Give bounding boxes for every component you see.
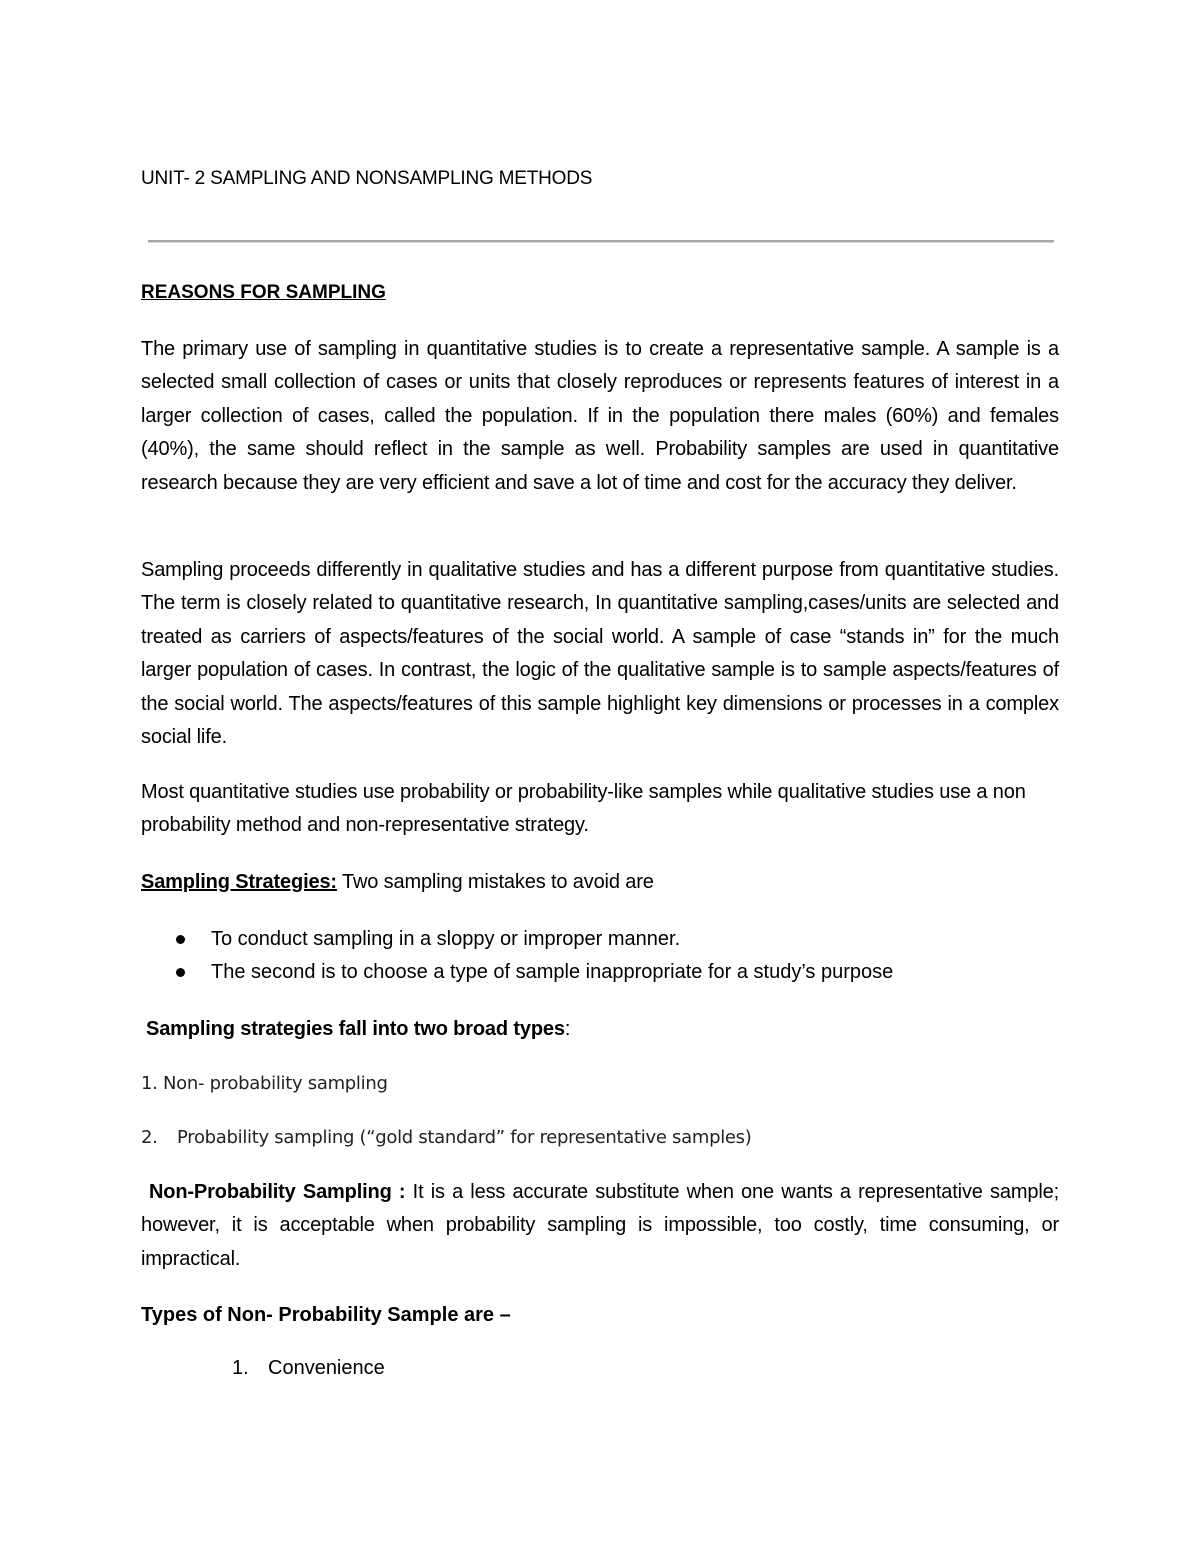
types-heading: Types of Non- Probability Sample are –	[141, 1304, 511, 1326]
list-item	[141, 1073, 388, 1094]
section-heading: REASONS FOR SAMPLING	[141, 282, 386, 303]
list-item	[232, 1357, 385, 1380]
sampling-strategies-label: Sampling Strategies:	[141, 871, 337, 893]
broad-types-heading-line	[146, 1013, 1064, 1046]
list-item	[141, 956, 1059, 989]
list-number: 1.	[232, 1357, 249, 1379]
sampling-strategies-text: Two sampling mistakes to avoid are	[336, 871, 654, 893]
list-item	[141, 1127, 751, 1148]
list-number: 2.	[141, 1127, 158, 1148]
paragraph-probability-comparison: Most quantitative studies use probability or probability-like samples while qualitative studies use a non probability method and non-representative strategy.	[141, 781, 1026, 837]
non-probability-text: It is a less accurate substitute when one wants a representative sample; however, it is acceptable when probability sampling is impossible, too costly, time consuming, or impractical.	[141, 1181, 1059, 1270]
paragraph-non-probability	[141, 1176, 1059, 1276]
bullet-icon	[176, 935, 185, 944]
mistakes-bullet-list	[141, 923, 1059, 989]
broad-types-colon: :	[564, 1018, 571, 1040]
paragraph-qualitative: Sampling proceeds differently in qualitative studies and has a different purpose from quantitative studies. The term is closely related to quantitative research, In quantitative sampling,cases/units are selected and treated as carriers of aspects/features of the social world. A sample of case “stands in” for the much larger population of cases. In contrast, the logic of the qualitative sample is to sample aspects/features of the social world. The aspects/features of this sample highlight key dimensions or processes in a complex social life.	[141, 559, 1059, 749]
broad-types-heading: Sampling strategies fall into two broad types	[146, 1018, 565, 1040]
non-probability-label: Non-Probability Sampling :	[149, 1181, 406, 1203]
bullet-icon	[176, 968, 185, 977]
list-text: Non- probability sampling	[163, 1073, 388, 1094]
sampling-strategies-line	[141, 866, 1059, 899]
list-number: 1.	[141, 1073, 158, 1094]
document-title: UNIT- 2 SAMPLING AND NONSAMPLING METHODS	[141, 168, 593, 189]
paragraph-reasons: The primary use of sampling in quantitative studies is to create a representative sample. A sample is a selected small collection of cases or units that closely reproduces or represents features of interest in a larger collection of cases, called the population. If in the population there males (60%) and females (40%), the same should reflect in the sample as well. Probability samples are used in quantitative research because they are very efficient and save a lot of time and cost for the accuracy they deliver.	[141, 338, 1059, 494]
bullet-text: The second is to choose a type of sample inappropriate for a study’s purpose	[211, 961, 894, 983]
list-item	[141, 923, 1059, 956]
horizontal-divider	[148, 240, 1054, 243]
bullet-text: To conduct sampling in a sloppy or improper manner.	[211, 928, 681, 950]
list-text: Probability sampling (“gold standard” for representative samples)	[177, 1127, 752, 1148]
list-text: Convenience	[268, 1357, 385, 1379]
